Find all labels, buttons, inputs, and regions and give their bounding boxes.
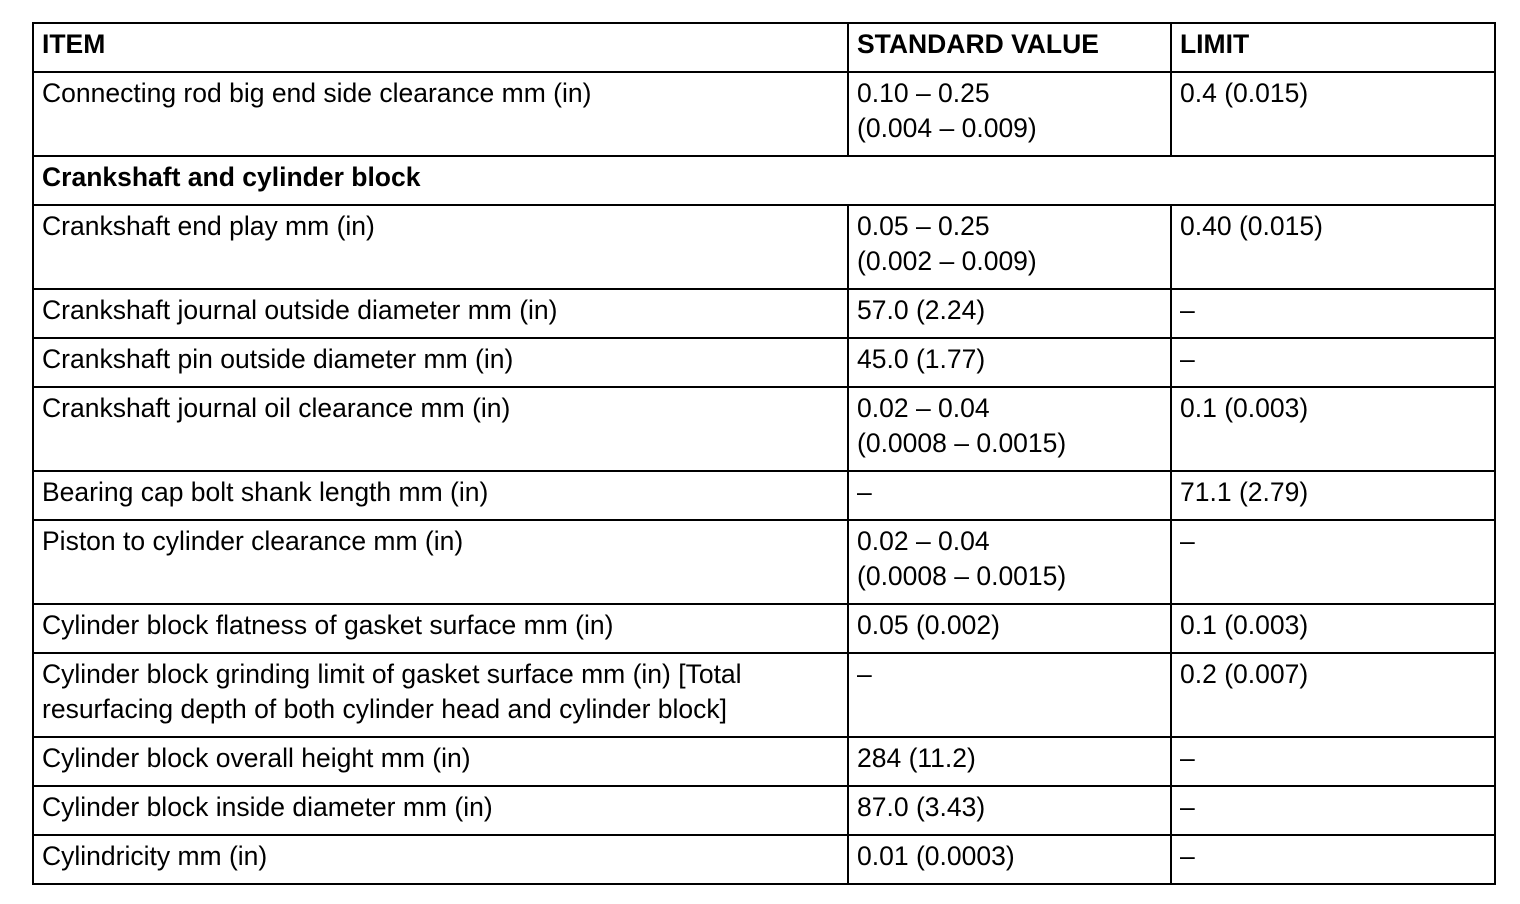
limit-cell: – <box>1171 520 1495 604</box>
standard-line: – <box>857 477 872 507</box>
item-cell: Bearing cap bolt shank length mm (in) <box>33 471 848 520</box>
table-row <box>33 786 1495 835</box>
table-row <box>33 835 1495 884</box>
standard-line: 45.0 (1.77) <box>857 344 986 374</box>
standard-cell <box>848 289 1171 338</box>
table-row <box>33 520 1495 604</box>
table-row <box>33 289 1495 338</box>
standard-cell <box>848 835 1171 884</box>
header-row <box>33 23 1495 72</box>
section-row <box>33 156 1495 205</box>
item-cell: Connecting rod big end side clearance mm (in) <box>33 72 848 156</box>
table-row <box>33 653 1495 737</box>
table-row <box>33 737 1495 786</box>
standard-line: 0.05 (0.002) <box>857 610 1000 640</box>
item-cell: Cylinder block overall height mm (in) <box>33 737 848 786</box>
section-title: Crankshaft and cylinder block <box>33 156 1495 205</box>
limit-cell: 0.40 (0.015) <box>1171 205 1495 289</box>
standard-cell <box>848 786 1171 835</box>
standard-line: 0.02 – 0.04 <box>857 393 990 423</box>
item-cell: Crankshaft end play mm (in) <box>33 205 848 289</box>
standard-cell <box>848 338 1171 387</box>
standard-line: (0.004 – 0.009) <box>857 113 1037 143</box>
standard-line: – <box>857 659 872 689</box>
standard-line: 284 (11.2) <box>857 743 976 773</box>
standard-cell <box>848 604 1171 653</box>
item-cell: Cylinder block flatness of gasket surface mm (in) <box>33 604 848 653</box>
limit-cell: – <box>1171 338 1495 387</box>
table-header <box>33 23 1495 72</box>
standard-cell <box>848 72 1171 156</box>
item-cell: Piston to cylinder clearance mm (in) <box>33 520 848 604</box>
standard-line: 0.10 – 0.25 <box>857 78 990 108</box>
item-cell: Cylinder block inside diameter mm (in) <box>33 786 848 835</box>
header-limit: LIMIT <box>1171 23 1495 72</box>
limit-cell: – <box>1171 835 1495 884</box>
table-row <box>33 338 1495 387</box>
standard-line: 0.05 – 0.25 <box>857 211 990 241</box>
item-cell: Crankshaft journal oil clearance mm (in) <box>33 387 848 471</box>
standard-line: 0.02 – 0.04 <box>857 526 990 556</box>
standard-line: (0.0008 – 0.0015) <box>857 428 1067 458</box>
limit-cell: 0.1 (0.003) <box>1171 604 1495 653</box>
standard-cell <box>848 737 1171 786</box>
limit-cell: – <box>1171 786 1495 835</box>
limit-cell: 0.2 (0.007) <box>1171 653 1495 737</box>
table-row <box>33 387 1495 471</box>
item-cell: Cylinder block grinding limit of gasket surface mm (in) [Total resurfacing depth of both cylinder head and cylinder block] <box>33 653 848 737</box>
limit-cell: 71.1 (2.79) <box>1171 471 1495 520</box>
table-row <box>33 604 1495 653</box>
limit-cell: 0.1 (0.003) <box>1171 387 1495 471</box>
table-row <box>33 72 1495 156</box>
item-cell: Cylindricity mm (in) <box>33 835 848 884</box>
standard-cell <box>848 653 1171 737</box>
table-body <box>33 72 1495 884</box>
limit-cell: 0.4 (0.015) <box>1171 72 1495 156</box>
standard-line: 87.0 (3.43) <box>857 792 986 822</box>
table-row <box>33 471 1495 520</box>
standard-line: 0.01 (0.0003) <box>857 841 1015 871</box>
item-cell: Crankshaft pin outside diameter mm (in) <box>33 338 848 387</box>
standard-line: (0.002 – 0.009) <box>857 246 1037 276</box>
standard-cell <box>848 387 1171 471</box>
spec-table <box>32 22 1496 885</box>
standard-line: 57.0 (2.24) <box>857 295 986 325</box>
standard-cell <box>848 471 1171 520</box>
standard-cell <box>848 520 1171 604</box>
standard-cell <box>848 205 1171 289</box>
limit-cell: – <box>1171 289 1495 338</box>
item-cell: Crankshaft journal outside diameter mm (in) <box>33 289 848 338</box>
header-item: ITEM <box>33 23 848 72</box>
standard-line: (0.0008 – 0.0015) <box>857 561 1067 591</box>
header-standard-value: STANDARD VALUE <box>848 23 1171 72</box>
limit-cell: – <box>1171 737 1495 786</box>
table-row <box>33 205 1495 289</box>
